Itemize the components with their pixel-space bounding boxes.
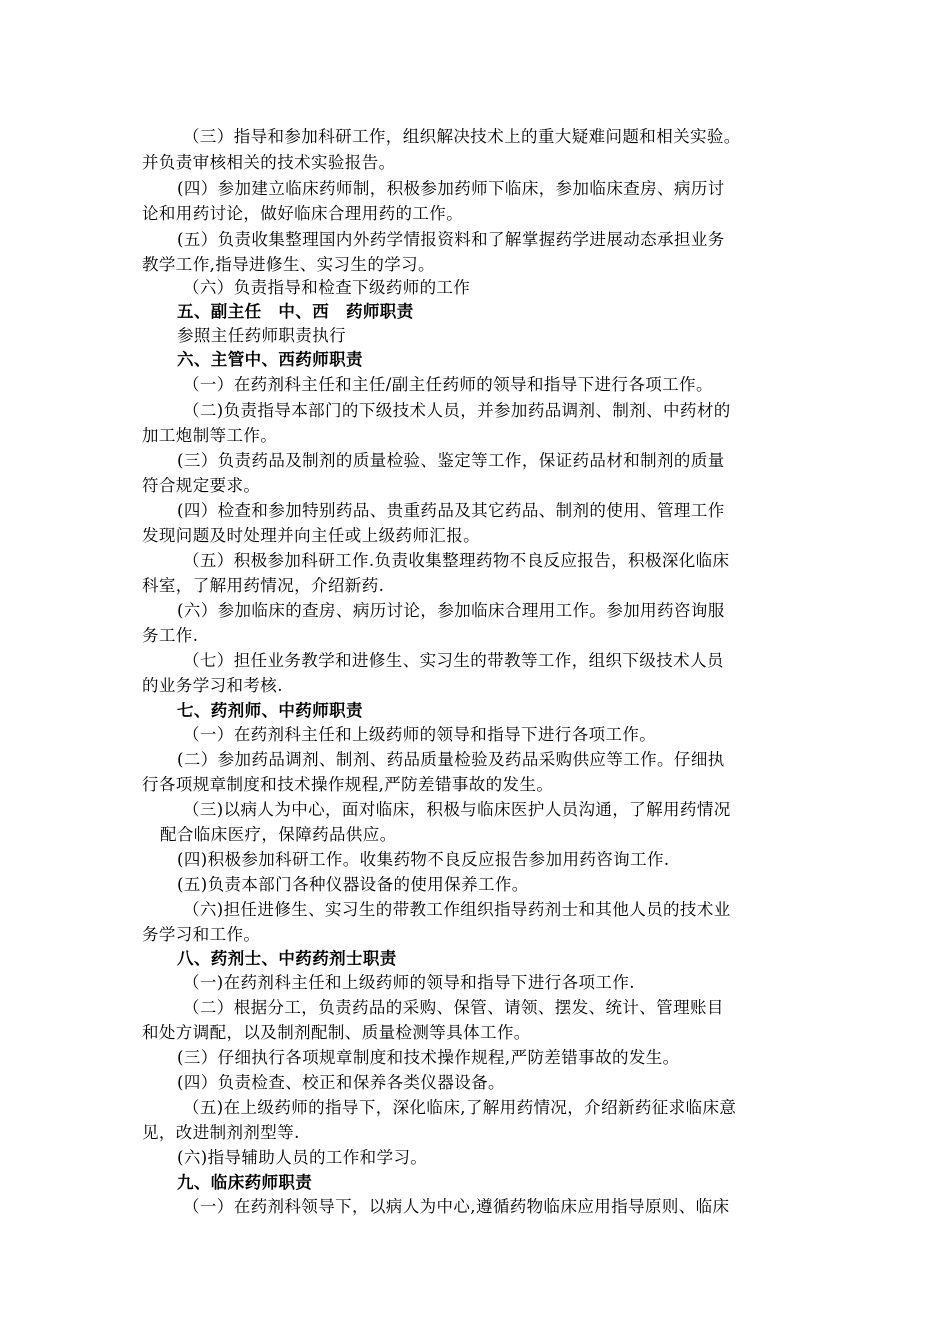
paragraph-line: 科室，了解用药情况，介绍新药. <box>142 576 385 595</box>
paragraph-line: （一）在药剂科主任和上级药师的领导和指导下进行各项工作。 <box>183 725 657 744</box>
paragraph-line: （三)以病人为中心，面对临床，积极与临床医护人员沟通，了解用药情况 <box>183 800 731 819</box>
section-heading: 九、临床药师职责 <box>177 1173 313 1192</box>
section-heading: 八、药剂士、中药药剂士职责 <box>177 949 397 968</box>
paragraph-line: (三）负责药品及制剂的质量检验、鉴定等工作，保证药品材和制剂的质量 <box>177 451 725 470</box>
paragraph-line: (四）负责检查、校正和保养各类仪器设备。 <box>177 1073 505 1092</box>
paragraph-line: （七）担任业务教学和进修生、实习生的带教等工作，组织下级技术人员 <box>183 651 724 670</box>
paragraph-line: 教学工作,指导进修生、实习生的学习。 <box>142 255 435 274</box>
paragraph-line: 行各项规章制度和技术操作规程,严防差错事故的发生。 <box>142 775 554 794</box>
paragraph-line: 并负责审核相关的技术实验报告。 <box>142 153 396 172</box>
section-heading: 七、药剂师、中药师职责 <box>177 701 363 720</box>
paragraph-line: （一）在药剂科领导下，以病人为中心,遵循药物临床应用指导原则、临床 <box>183 1197 730 1216</box>
paragraph-line: (四）检查和参加特别药品、贵重药品及其它药品、制剂的使用、管理工作 <box>177 501 725 520</box>
paragraph-line: 加工炮制等工作。 <box>142 426 278 445</box>
paragraph-line: （五）积极参加科研工作.负责收集整理药物不良反应报告，积极深化临床 <box>183 551 730 570</box>
paragraph-line: （三）指导和参加科研工作，组织解决技术上的重大疑难问题和相关实验。 <box>183 127 741 146</box>
paragraph-line: （二)负责指导本部门的下级技术人员，并参加药品调剂、制剂、中药材的 <box>183 401 731 420</box>
paragraph-line: 论和用药讨论，做好临床合理用药的工作。 <box>142 204 464 223</box>
paragraph-line: (五)负责本部门各种仪器设备的使用保养工作。 <box>177 875 529 894</box>
paragraph-line: 的业务学习和考核. <box>142 676 283 695</box>
paragraph-line: （六)担任进修生、实习生的带教工作组织指导药剂士和其他人员的技术业 <box>183 900 731 919</box>
paragraph-line: 务工作. <box>142 626 199 645</box>
paragraph-line: （五)在上级药师的指导下，深化临床,了解用药情况，介绍新药征求临床意 <box>183 1098 737 1117</box>
section-heading: 五、副主任 中、西 药师职责 <box>177 302 414 321</box>
paragraph-line: （一)在药剂科主任和上级药师的领导和指导下进行各项工作. <box>183 973 635 992</box>
paragraph-line: （二）根据分工，负责药品的采购、保管、请领、摆发、统计、管理账目 <box>183 998 724 1017</box>
paragraph-line: (四)积极参加科研工作。收集药物不良反应报告参加用药咨询工作. <box>177 850 670 869</box>
paragraph-line: (三）仔细执行各项规章制度和技术操作规程,严防差错事故的发生。 <box>177 1048 680 1067</box>
paragraph-line: 参照主任药师职责执行 <box>177 326 346 345</box>
paragraph-line: 配合临床医疗，保障药品供应。 <box>160 825 397 844</box>
paragraph-line: （一）在药剂科主任和主任/副主任药师的领导和指导下进行各项工作。 <box>183 375 713 394</box>
paragraph-line: (五）负责收集整理国内外药学情报资料和了解掌握药学进展动态承担业务 <box>177 230 725 249</box>
paragraph-line: (六）参加临床的查房、病历讨论，参加临床合理用工作。参加用药咨询服 <box>177 601 725 620</box>
section-heading: 六、主管中、西药师职责 <box>177 350 363 369</box>
paragraph-line: 符合规定要求。 <box>142 476 261 495</box>
paragraph-line: (六)指导辅助人员的工作和学习。 <box>177 1148 428 1167</box>
paragraph-line: (二）参加药品调剂、制剂、药品质量检验及药品采购供应等工作。仔细执 <box>177 750 725 769</box>
paragraph-line: 发现问题及时处理并向主任或上级药师汇报。 <box>142 526 480 545</box>
paragraph-line: 务学习和工作。 <box>142 925 261 944</box>
paragraph-line: （六）负责指导和检查下级药师的工作 <box>183 278 471 297</box>
paragraph-line: 见，改进制剂剂型等. <box>142 1123 300 1142</box>
paragraph-line: 和处方调配，以及制剂配制、质量检测等具体工作。 <box>142 1023 531 1042</box>
paragraph-line: (四）参加建立临床药师制，积极参加药师下临床，参加临床查房、病历讨 <box>177 179 725 198</box>
